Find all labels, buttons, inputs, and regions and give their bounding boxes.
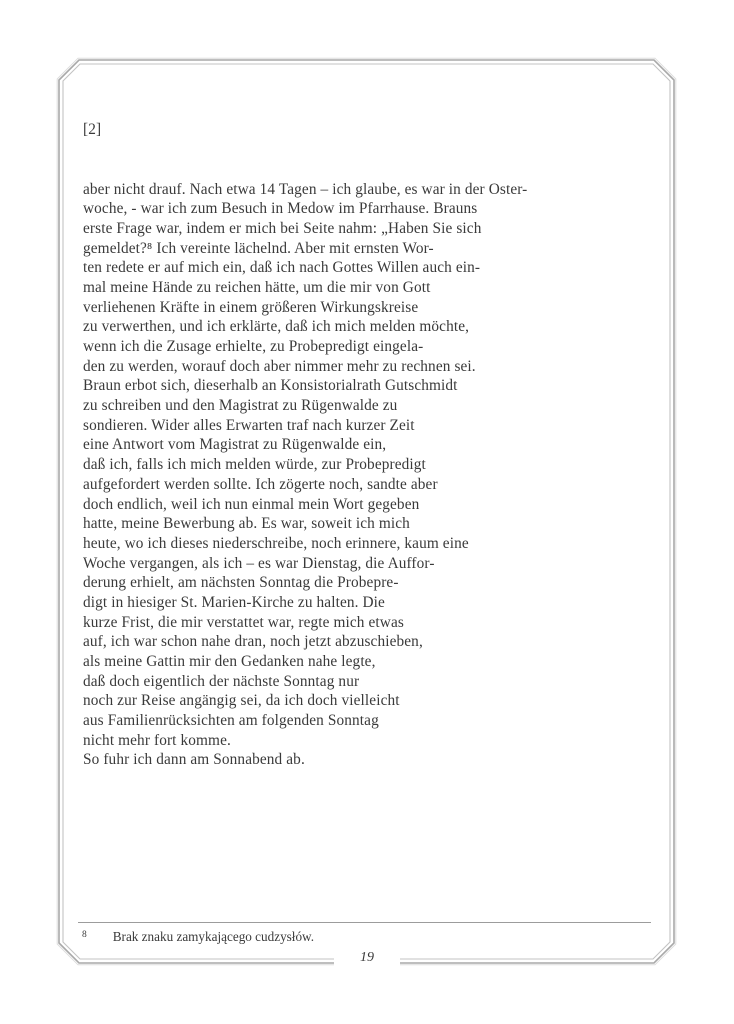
text-line: zu schreiben und den Magistrat zu Rügenwalde zu xyxy=(83,397,398,415)
text-line: verliehenen Kräfte in einem größeren Wirkungskreise xyxy=(83,298,419,316)
text-line: kurze Frist, die mir verstattet war, regte mich etwas xyxy=(83,613,404,631)
text-line: woche, - war ich zum Besuch in Medow im Pfarrhause. Brauns xyxy=(83,200,478,218)
text-line: doch endlich, weil ich nun einmal mein Wort gegeben xyxy=(83,495,420,513)
page-text-block xyxy=(83,81,628,810)
text-line: aber nicht drauf. Nach etwa 14 Tagen – ich glaube, es war in der Oster- xyxy=(83,180,528,198)
text-line: erste Frage war, indem er mich bei Seite nahm: „Haben Sie sich xyxy=(83,219,482,237)
footnote xyxy=(82,927,314,945)
text-line: ten redete er auf mich ein, daß ich nach Gottes Willen auch ein- xyxy=(83,259,481,277)
footnote-separator-rule xyxy=(78,922,651,923)
text-line: digt in hiesiger St. Marien-Kirche zu halten. Die xyxy=(83,593,385,611)
text-line: aus Familienrücksichten am folgenden Sonntag xyxy=(83,712,379,730)
text-line: daß doch eigentlich der nächste Sonntag nur xyxy=(83,672,360,690)
text-line: den zu werden, worauf doch aber nimmer mehr zu rechnen sei. xyxy=(83,357,476,375)
text-line: hatte, meine Bewerbung ab. Es war, soweit ich mich xyxy=(83,515,410,533)
section-marker: [2] xyxy=(83,121,102,139)
text-line: nicht mehr fort komme. xyxy=(83,731,231,749)
footnote-text: Brak znaku zamykającego cudzysłów. xyxy=(112,929,315,944)
body-lines xyxy=(83,180,628,771)
text-line: mal meine Hände zu reichen hätte, um die mir von Gott xyxy=(83,278,431,296)
text-line: sondieren. Wider alles Erwarten traf nach kurzer Zeit xyxy=(83,416,415,434)
text-line: wenn ich die Zusage erhielte, zu Probepredigt eingela- xyxy=(83,338,424,355)
text-line: eine Antwort vom Magistrat zu Rügenwalde ein, xyxy=(83,436,387,454)
page-number: 19 xyxy=(334,948,400,967)
text-line: gemeldet?⁸ Ich vereinte lächelnd. Aber mit ernsten Wor- xyxy=(83,239,434,257)
text-line: Woche vergangen, als ich – es war Dienstag, die Auffor- xyxy=(83,554,435,572)
text-line: heute, wo ich dieses niederschreibe, noch erinnere, kaum eine xyxy=(83,534,469,552)
text-line: derung erhielt, am nächsten Sonntag die Probepre- xyxy=(83,574,399,592)
text-line: daß ich, falls ich mich melden würde, zur Probepredigt xyxy=(83,456,426,474)
text-line: noch zur Reise angängig sei, da ich doch vielleicht xyxy=(83,692,400,710)
text-line: als meine Gattin mir den Gedanken nahe legte, xyxy=(83,653,376,670)
footnote-marker: 8 xyxy=(82,930,87,940)
text-line: Braun erbot sich, dieserhalb an Konsistorialrath Gutschmidt xyxy=(83,377,458,395)
text-line: auf, ich war schon nahe dran, noch jetzt abzuschieben, xyxy=(83,633,423,651)
text-line: aufgefordert werden sollte. Ich zögerte noch, sandte aber xyxy=(83,475,438,493)
text-line: So fuhr ich dann am Sonnabend ab. xyxy=(83,751,305,769)
text-line: zu verwerthen, und ich erklärte, daß ich mich melden möchte, xyxy=(83,318,470,336)
